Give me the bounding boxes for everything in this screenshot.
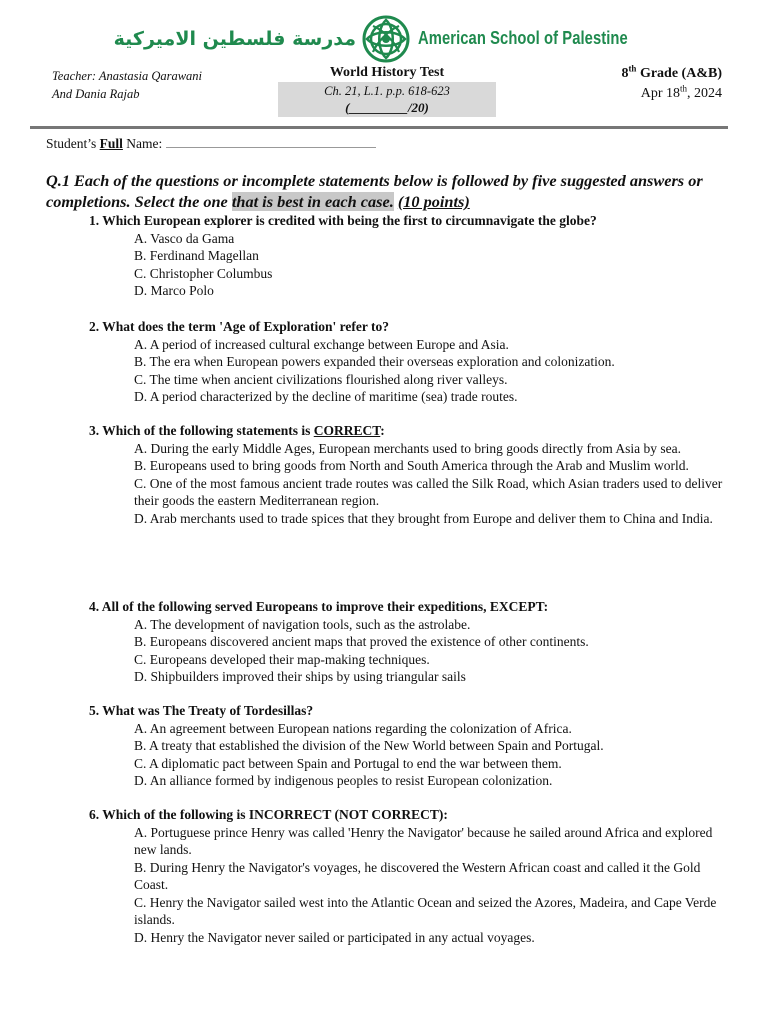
grade-superscript: th	[628, 63, 637, 74]
grade-date-block	[621, 64, 722, 104]
options-list	[134, 616, 724, 686]
option-c[interactable]: C. Henry the Navigator sailed west into the Atlantic Ocean and seized the Azores, Madeira, and Cape Verde islands.	[134, 894, 717, 927]
score-open: (	[345, 100, 350, 115]
test-pages: Ch. 21, L.1. p.p. 618-623	[324, 84, 450, 98]
option-c[interactable]: C. The time when ancient civilizations flourished along river valleys.	[134, 371, 508, 387]
school-name-arabic: مدرسة فلسطين الاميركية	[113, 28, 356, 50]
question-stem: 6. Which of the following is INCORRECT (NOT CORRECT):	[89, 807, 448, 822]
stem-prefix: 3. Which of the following statements is	[89, 423, 314, 438]
test-title: World History Test	[329, 65, 445, 80]
option-b[interactable]: B. Europeans discovered ancient maps that proved the existence of other continents.	[134, 634, 589, 649]
question-4	[89, 598, 729, 686]
question-stem	[89, 422, 729, 440]
teacher-prefix: Teacher:	[52, 69, 96, 83]
option-b[interactable]: B. Europeans used to bring goods from North and South America through the Arab and Muslim world.	[134, 458, 689, 473]
option-a[interactable]: A. Vasco da Gama	[134, 230, 235, 246]
test-details-shaded	[278, 82, 496, 117]
question-stem: 2. What does the term 'Age of Exploration' refer to?	[89, 319, 389, 334]
option-d[interactable]: D. An alliance formed by indigenous peoples to resist European colonization.	[134, 773, 553, 788]
option-a[interactable]: A. Portuguese prince Henry was called 'Henry the Navigator' because he sailed around Africa and explored new lands.	[134, 824, 713, 857]
question-5	[89, 702, 729, 790]
question-instructions	[46, 170, 736, 212]
grade-rest: Grade (A&B)	[639, 66, 722, 81]
options-list	[134, 824, 724, 947]
school-banner	[0, 14, 768, 66]
option-d[interactable]: D. A period characterized by the decline of maritime (sea) trade routes.	[134, 389, 518, 404]
question-stem: 5. What was The Treaty of Tordesillas?	[89, 703, 314, 718]
date-main: Apr 18	[640, 86, 680, 101]
option-d[interactable]: D. Shipbuilders improved their ships by using triangular sails	[134, 669, 466, 684]
options-list	[134, 336, 724, 406]
option-a[interactable]: A. A period of increased cultural exchange between Europe and Asia.	[134, 336, 509, 352]
instructions-highlight: that is best in each case.	[231, 192, 394, 211]
date-superscript: th	[679, 83, 687, 94]
ornamental-knot-logo-icon	[361, 14, 411, 64]
student-name-field	[46, 135, 376, 152]
teacher-line-2: And Dania Rajab	[52, 87, 140, 101]
options-list	[134, 230, 724, 300]
header-divider	[30, 126, 728, 129]
stem-suffix: :	[380, 423, 385, 438]
instructions-text: Q.1 Each of the questions or incomplete statements below is followed by five suggested answers or completions. Select the one	[46, 171, 703, 211]
question-stem: 4. All of the following served Europeans to improve their expeditions, EXCEPT:	[89, 599, 549, 614]
score-total: /20)	[407, 100, 429, 115]
stem-underlined: CORRECT	[313, 423, 381, 438]
teacher-name: Anastasia Qarawani	[98, 69, 203, 83]
option-d[interactable]: D. Marco Polo	[134, 283, 214, 298]
date-year: , 2024	[687, 86, 722, 101]
options-list	[134, 720, 724, 790]
option-c[interactable]: C. Christopher Columbus	[134, 265, 273, 281]
teacher-line-1	[52, 67, 202, 85]
grade-label	[621, 64, 722, 84]
question-3	[89, 422, 729, 527]
option-a[interactable]: A. An agreement between European nations regarding the colonization of Africa.	[134, 720, 572, 736]
option-a[interactable]: A. During the early Middle Ages, European merchants used to bring goods directly from Asia by sea.	[134, 440, 682, 456]
test-title-block	[278, 64, 496, 117]
option-b[interactable]: B. During Henry the Navigator's voyages, he discovered the Western African coast and called it the Gold Coast.	[134, 859, 701, 892]
test-date	[621, 84, 722, 104]
option-d[interactable]: D. Arab merchants used to trade spices that they brought from Europe and deliver them to China and India.	[134, 510, 713, 526]
question-stem: 1. Which European explorer is credited with being the first to circumnavigate the globe?	[89, 213, 597, 228]
option-c[interactable]: C. A diplomatic pact between Spain and Portugal to end the war between them.	[134, 755, 562, 771]
option-c[interactable]: C. Europeans developed their map-making techniques.	[134, 651, 430, 667]
student-name-blank[interactable]	[166, 135, 376, 148]
options-list	[134, 440, 724, 528]
option-b[interactable]: B. Ferdinand Magellan	[134, 248, 259, 263]
option-b[interactable]: B. The era when European powers expanded their overseas exploration and colonization.	[134, 354, 615, 369]
teacher-info	[52, 67, 202, 103]
grade-number: 8	[621, 66, 629, 81]
score-blank: _________	[349, 100, 408, 115]
test-score-field	[278, 99, 496, 117]
student-label-prefix: Student’s	[46, 136, 100, 151]
question-1	[89, 212, 729, 300]
option-a[interactable]: A. The development of navigation tools, such as the astrolabe.	[134, 616, 471, 632]
student-label-suffix: Name:	[122, 136, 166, 151]
option-d[interactable]: D. Henry the Navigator never sailed or participated in any actual voyages.	[134, 929, 535, 945]
student-label-bold: Full	[99, 136, 123, 151]
option-b[interactable]: B. A treaty that established the division of the New World between Spain and Portugal.	[134, 738, 604, 753]
option-c[interactable]: C. One of the most famous ancient trade routes was called the Silk Road, which Asian traders used to deliver their goods the eastern Mediterranean region.	[134, 475, 723, 508]
question-2	[89, 318, 729, 406]
school-name-english: American School of Palestine	[418, 28, 628, 48]
instructions-points: (10 points)	[397, 192, 470, 211]
question-6	[89, 806, 729, 946]
